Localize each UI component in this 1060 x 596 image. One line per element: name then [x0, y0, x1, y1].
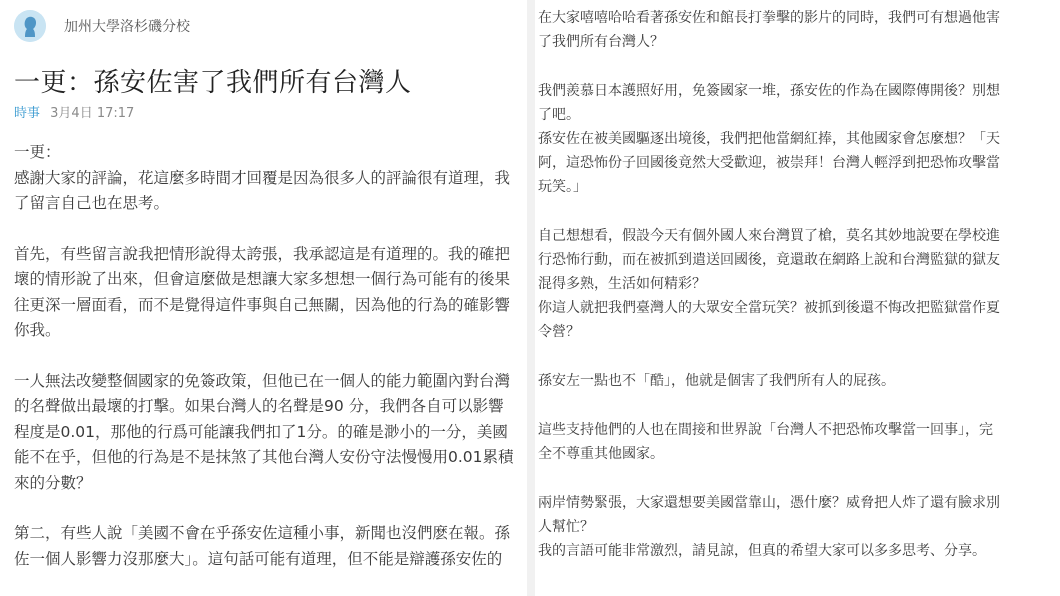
text-line: 人幫忙？ — [538, 519, 594, 535]
avatar[interactable] — [14, 10, 46, 42]
text-line: 壞的情形說了出來，但會這麼做是想讓大家多想想一個行為可能有的後果 — [14, 270, 511, 288]
paragraph-gap — [538, 199, 1060, 224]
text-line: 在大家嘻嘻哈哈看著孫安佐和館長打拳擊的影片的同時，我們可有想過他害 — [538, 10, 1000, 26]
text-line: 孫安佐在被美國驅逐出境後，我們把他當網紅捧，其他國家會怎麼想？「天 — [538, 131, 1000, 147]
category-tag[interactable]: 時事 — [14, 106, 41, 121]
text-line: 的名聲做出最壞的打擊。如果台灣人的名聲是90 分，我們各自可以影響 — [14, 397, 504, 415]
text-line: 自己想想看，假設今天有個外國人來台灣買了槍，莫名其妙地說要在學校進 — [538, 228, 1000, 244]
text-line: 了我們所有台灣人？ — [538, 34, 664, 50]
text-line: 令營？ — [538, 324, 580, 340]
school-name: 加州大學洛杉磯分校 — [64, 19, 190, 35]
text-line: 佐一個人影響力沒那麼大」。這句話可能有道理，但不能是辯護孫安佐的 — [14, 549, 503, 568]
text-line: 阿，這恐怖份子回國後竟然大受歡迎，被崇拜！台灣人輕浮到把恐怖攻擊當 — [538, 155, 1000, 171]
text-line: 了留言自己也在思考。 — [14, 194, 170, 212]
paragraph-gap — [538, 54, 1060, 79]
paragraph-gap — [14, 496, 527, 521]
text-line: 我們羨慕日本護照好用，免簽國家一堆，孫安佐的作為在國際傳開後？別想 — [538, 83, 1000, 99]
text-line: 你這人就把我們臺灣人的大眾安全當玩笑？被抓到後還不悔改把監獄當作夏 — [538, 300, 1000, 316]
post-header — [14, 10, 190, 42]
post-body-left — [14, 140, 527, 572]
text-line: 這些支持他們的人也在間接和世界說「台灣人不把恐怖攻擊當一回事」，完 — [538, 422, 993, 438]
text-line: 往更深一層面看，而不是覺得這件事與自己無關，因為他的行為的確影響 — [14, 295, 511, 314]
text-line: 孫安左一點也不「酷」，他就是個害了我們所有人的屁孩。 — [538, 373, 895, 389]
paragraph-gap — [14, 217, 527, 242]
post-meta — [14, 102, 134, 121]
text-line: 全不尊重其他國家。 — [538, 446, 664, 462]
text-line: 第二，有些人說「美國不會在乎孫安佐這種小事，新聞也沒們麽在報。孫 — [14, 524, 511, 542]
text-line: 首先，有些留言說我把情形說得太誇張，我承認這是有道理的。我的確把 — [14, 244, 511, 263]
post-body-right — [538, 6, 1060, 563]
text-line: 你我。 — [14, 321, 61, 339]
paragraph-gap — [538, 344, 1060, 369]
paragraph-gap — [14, 344, 527, 369]
text-line: 玩笑。」 — [538, 179, 587, 195]
post-title: 一更：孫安佐害了我們所有台灣人 — [14, 68, 412, 98]
text-line: 一人無法改變整個國家的免簽政策，但他已在一個人的能力範圍內對台灣 — [14, 371, 511, 390]
left-post-panel — [0, 0, 527, 596]
text-line: 感謝大家的評論，花這麼多時間才回覆是因為很多人的評論很有道理，我 — [14, 168, 511, 187]
paragraph-gap — [538, 393, 1060, 418]
text-line: 我的言語可能非常激烈，請見諒，但真的希望大家可以多多思考、分享。 — [538, 543, 986, 559]
user-silhouette-icon — [14, 10, 46, 42]
text-line: 混得多熟，生活如何精彩？ — [538, 276, 706, 292]
text-line: 能不在乎，但他的行為是不是抹煞了其他台灣人安份守法慢慢用0.01累積 — [14, 448, 514, 466]
panel-divider — [527, 0, 535, 596]
post-date: 3月4日 17:17 — [50, 106, 135, 121]
text-line: 一更： — [14, 143, 61, 161]
text-line: 兩岸情勢緊張，大家還想要美國當靠山，憑什麼？威脅把人炸了還有臉求別 — [538, 495, 1000, 511]
text-line: 來的分數？ — [14, 473, 92, 492]
text-line: 程度是0.01，那他的行爲可能讓我們扣了1分。的確是渺小的一分，美國 — [14, 422, 508, 441]
text-line: 了吧。 — [538, 107, 580, 123]
right-post-panel — [535, 0, 1060, 596]
paragraph-gap — [538, 466, 1060, 491]
text-line: 行恐怖行動，而在被抓到遣送回國後，竟還敢在網路上說和台灣監獄的獄友 — [538, 252, 1000, 268]
